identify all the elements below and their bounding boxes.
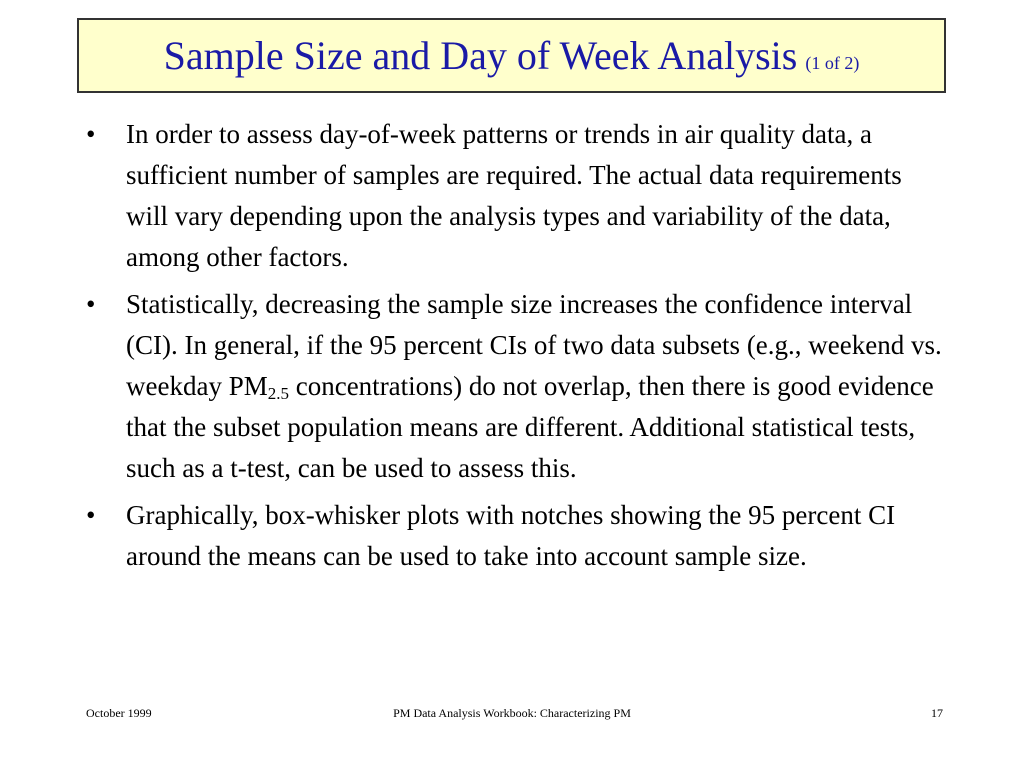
bullet-item-confidence-interval bbox=[86, 284, 946, 489]
page-number: 17 bbox=[931, 706, 943, 720]
bullet-list bbox=[86, 114, 946, 583]
slide-title-note: (1 of 2) bbox=[805, 52, 860, 73]
bullet-text: In order to assess day-of-week patterns or trends in air quality data, a sufficient number of samples are required. The actual data requirements will vary depending upon the analysis types and variability of the data, among other factors. bbox=[126, 119, 902, 272]
bullet-text: Graphically, box-whisker plots with notches showing the 95 percent CI around the means can be used to take into account sample size. bbox=[126, 500, 896, 571]
title-box bbox=[77, 18, 946, 93]
bullet-text-part-1: Statistically, decreasing the sample size increases the confidence interval (CI). In general, if the 95 percent CIs of two data subsets (e.g., weekend vs. weekday PM bbox=[126, 289, 942, 401]
slide-title bbox=[163, 32, 860, 78]
slide-title-text: Sample Size and Day of Week Analysis bbox=[163, 32, 798, 78]
bullet-item-box-whisker-plots bbox=[86, 495, 946, 577]
bullet-item-sample-requirements bbox=[86, 114, 946, 278]
footer-title: PM Data Analysis Workbook: Characterizing PM bbox=[393, 706, 631, 720]
bullet-text-part-2: concentrations) do not overlap, then there is good evidence that the subset population means are different. Additional statistical tests, such as a t-test, can be used to assess this. bbox=[126, 371, 934, 483]
bullet-marker: • bbox=[86, 119, 96, 149]
footer-date: October 1999 bbox=[86, 706, 152, 720]
bullet-marker: • bbox=[86, 500, 96, 530]
bullet-marker: • bbox=[86, 289, 96, 319]
pm-subscript: 2.5 bbox=[267, 384, 289, 403]
